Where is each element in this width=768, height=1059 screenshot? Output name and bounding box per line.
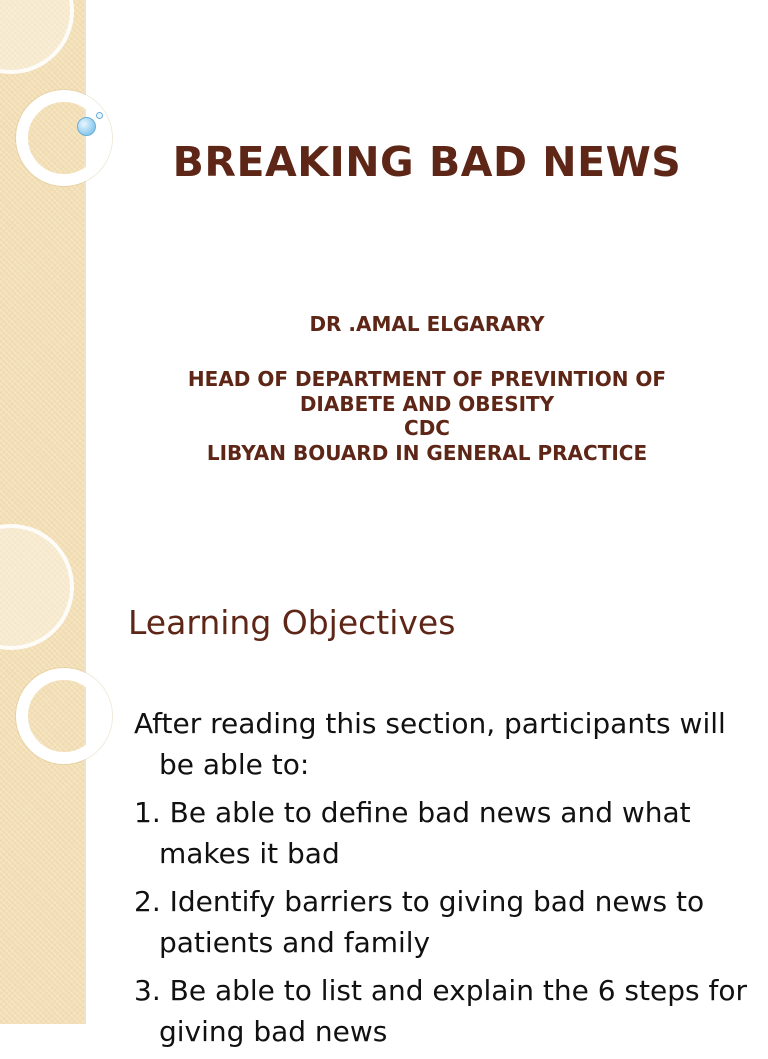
bubble-icon — [77, 117, 96, 136]
item-text: Be able to list and explain the 6 steps for — [169, 974, 747, 1007]
affiliation-line: LIBYAN BOUARD IN GENERAL PRACTICE — [206, 440, 648, 465]
intro-line: After reading this section, participants will — [134, 707, 726, 740]
affiliation-line: DIABETE AND OBESITY — [299, 391, 555, 416]
list-item — [134, 881, 754, 963]
item-text: Identify barriers to giving bad news to — [169, 885, 705, 918]
decorative-ring-icon — [16, 668, 112, 764]
author-name: DR .AMAL ELGARARY — [309, 312, 545, 336]
item-number: 2. — [134, 885, 161, 918]
item-number: 1. — [134, 796, 161, 829]
item-text: makes it bad — [159, 837, 340, 870]
side-band — [0, 0, 84, 576]
item-number: 3. — [134, 974, 161, 1007]
affiliation-line: CDC — [404, 416, 450, 440]
item-text: Be able to define bad news and what — [169, 796, 691, 829]
item-text: patients and family — [159, 926, 431, 959]
author-affiliation — [86, 367, 768, 465]
intro-line: be able to: — [159, 748, 310, 781]
slide-title: BREAKING BAD NEWS — [172, 138, 682, 186]
affiliation-line: HEAD OF DEPARTMENT OF PREVINTION OF — [187, 367, 667, 391]
item-text: giving bad news — [159, 1015, 388, 1048]
objectives-body — [134, 703, 754, 1059]
intro-paragraph — [134, 703, 754, 785]
list-item — [134, 792, 754, 874]
list-item — [134, 970, 754, 1052]
side-band-edge — [84, 576, 86, 1024]
side-band-edge — [84, 0, 86, 576]
small-bubble-icon — [96, 112, 103, 119]
objectives-heading: Learning Objectives — [128, 603, 456, 642]
